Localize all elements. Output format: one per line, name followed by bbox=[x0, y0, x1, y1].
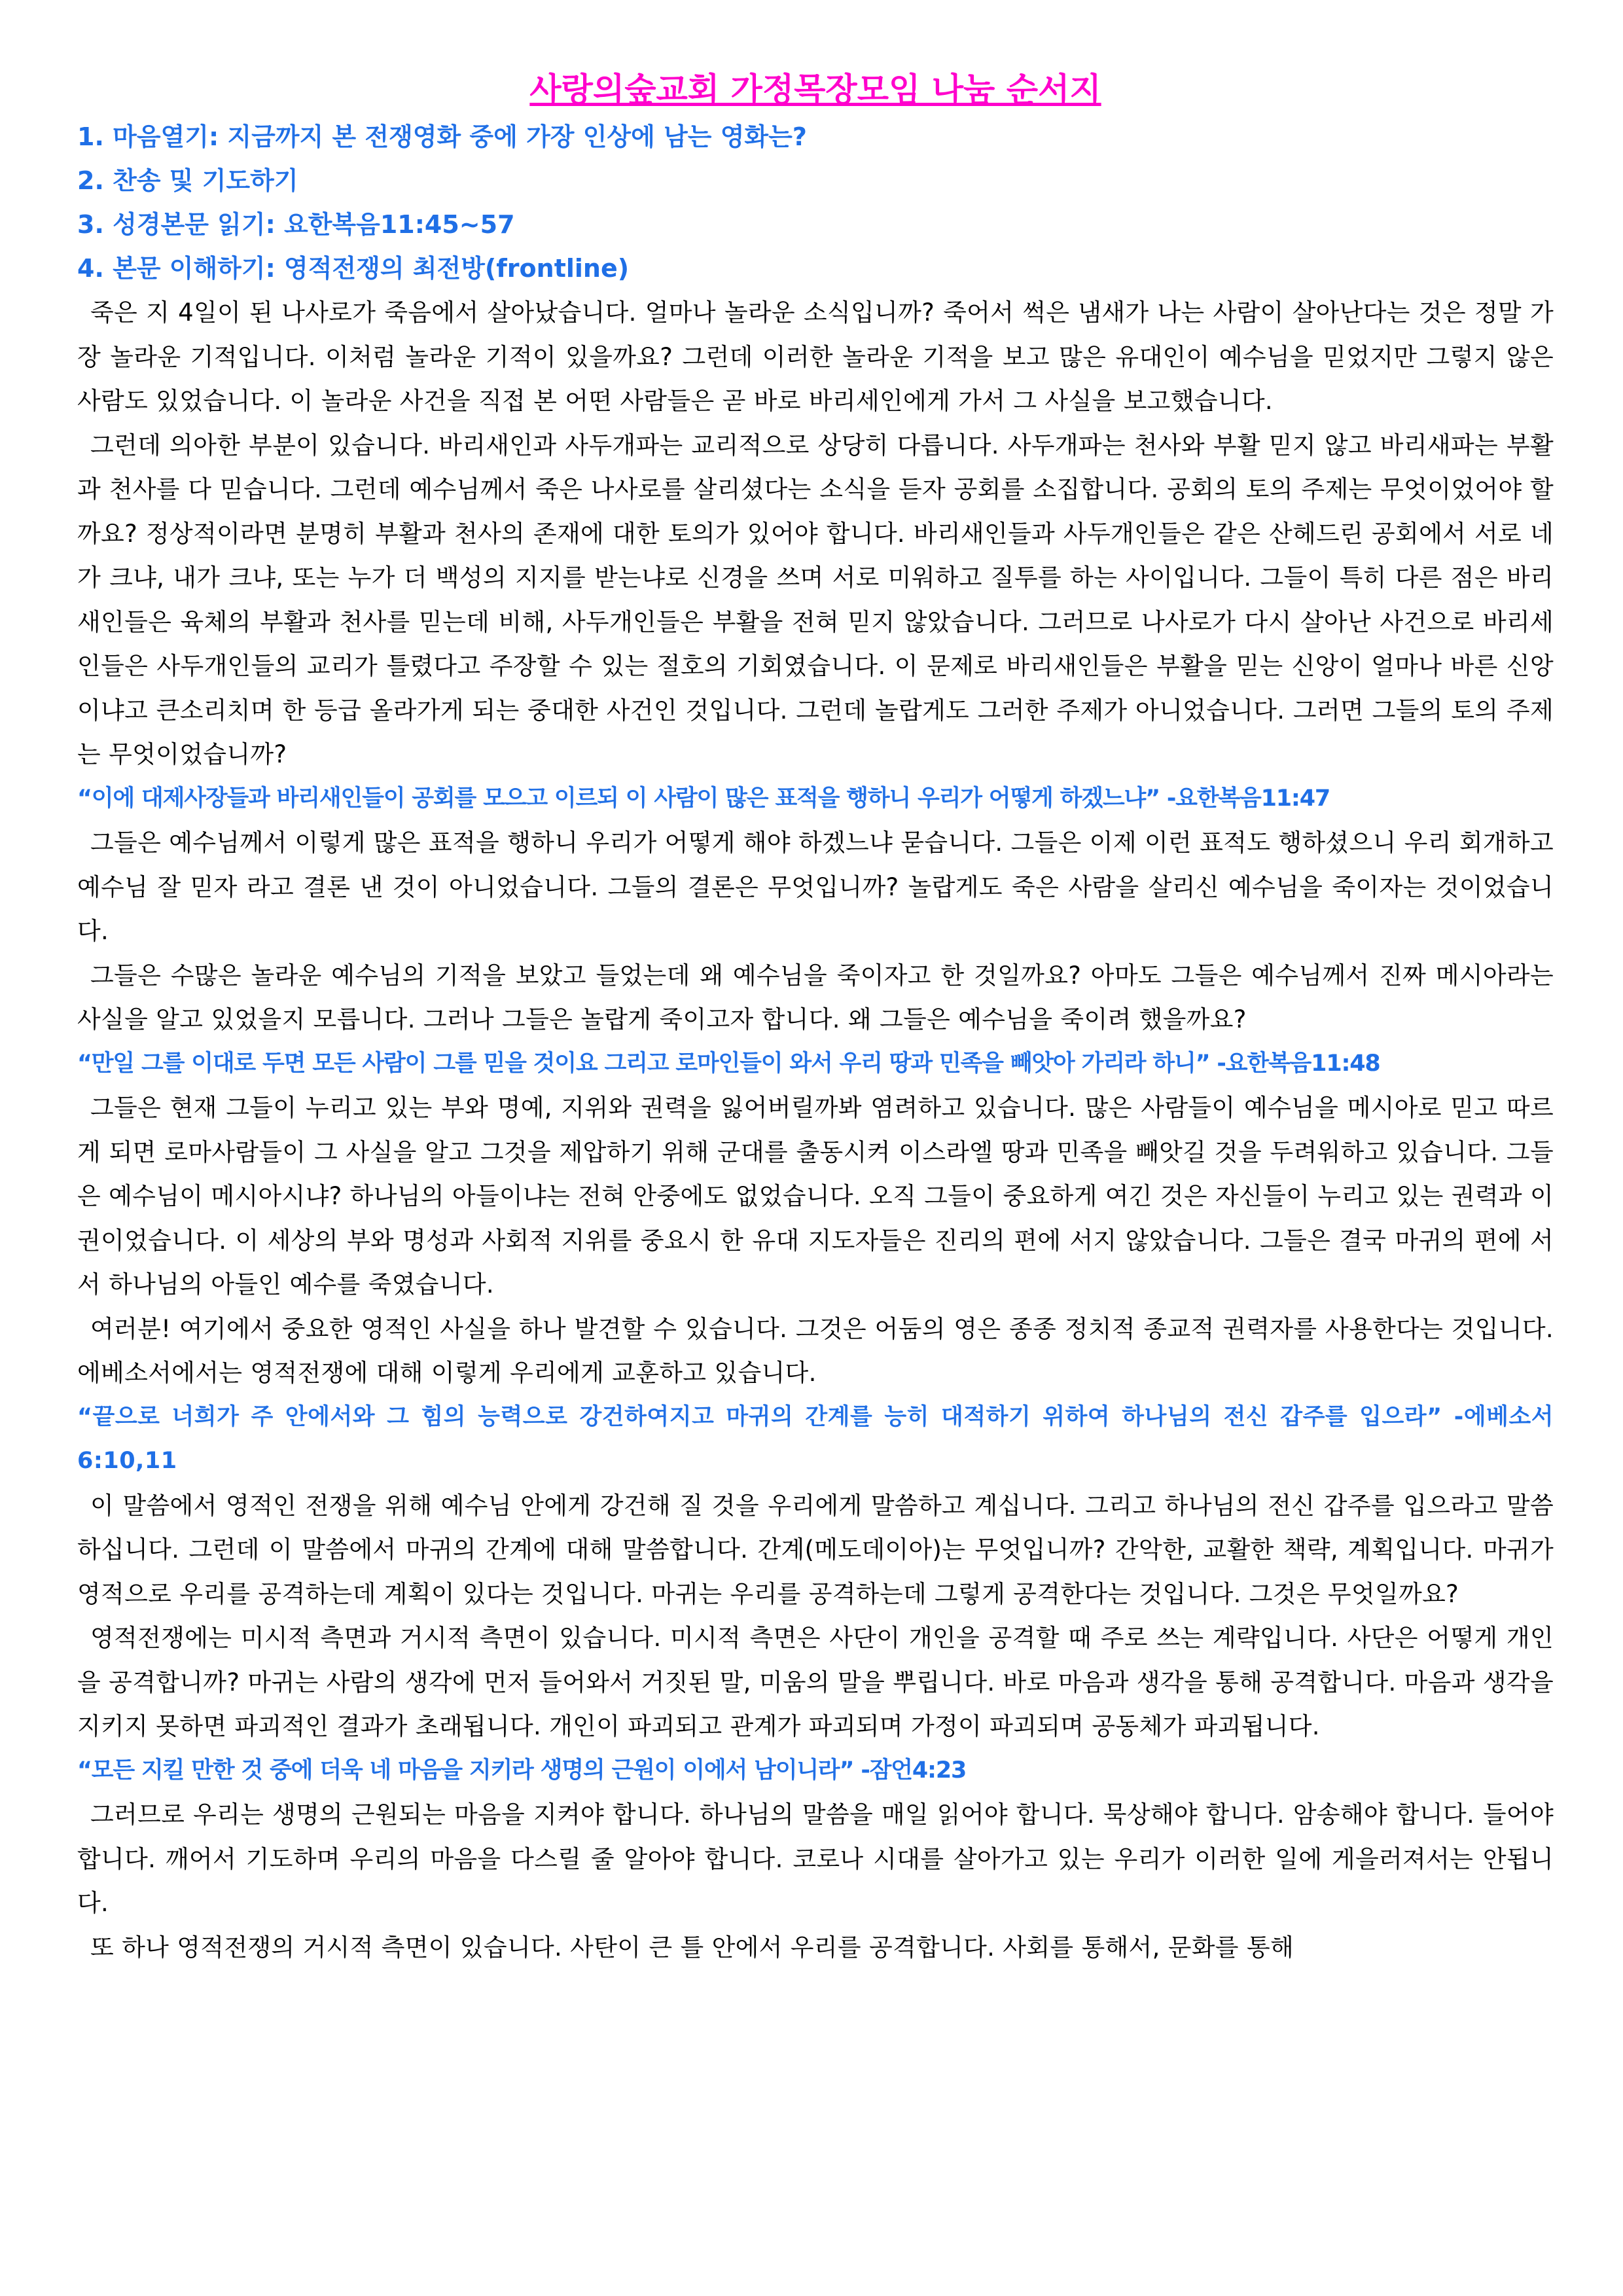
agenda-item-open-heart: 1. 마음열기: 지금까지 본 전쟁영화 중에 가장 인상에 남는 영화는? bbox=[77, 122, 807, 151]
body-paragraph: 이 말씀에서 영적인 전쟁을 위해 예수님 안에게 강건해 질 것을 우리에게 말씀하고 계십니다. 그리고 하나님의 전신 갑주를 입으라고 말씀하십니다. 그런데 이 말씀에서 마귀의 간계에 대해 말씀합니다. 간계(메도데이아)는 무엇입니까? 간악한, 교활한 책략, 계획입니다. 마귀가 영적으로 우리를 공격하는데 계획이 있다는 것입니다. 마귀는 우리를 공격하는데 그렇게 공격한다는 것입니다. 그것은 무엇일까요? bbox=[77, 1491, 1554, 1608]
scripture-quote: “만일 그를 이대로 두면 모든 사람이 그를 믿을 것이요 그리고 로마인들이 와서 우리 땅과 민족을 빼앗아 가리라 하니” -요한복음11:48 bbox=[77, 1050, 1380, 1077]
body-paragraph: 여러분! 여기에서 중요한 영적인 사실을 하나 발견할 수 있습니다. 그것은 어둠의 영은 종종 정치적 종교적 권력자를 사용한다는 것입니다. 에베소서에서는 영적전쟁에 대해 이렇게 우리에게 교훈하고 있습니다. bbox=[77, 1314, 1554, 1387]
scripture-quote: “이에 대제사장들과 바리새인들이 공회를 모으고 이르되 이 사람이 많은 표적을 행하니 우리가 어떻게 하겠느냐” -요한복음11:47 bbox=[77, 785, 1330, 812]
body-paragraph: 그들은 예수님께서 이렇게 많은 표적을 행하니 우리가 어떻게 해야 하겠느냐 묻습니다. 그들은 이제 이런 표적도 행하셨으니 우리 회개하고 예수님 잘 믿자 라고 결론 낸 것이 아니었습니다. 그들의 결론은 무엇입니까? 놀랍게도 죽은 사람을 살리신 예수님을 죽이자는 것이었습니다. bbox=[77, 829, 1554, 945]
body-paragraph: 그들은 현재 그들이 누리고 있는 부와 명예, 지위와 권력을 잃어버릴까봐 염려하고 있습니다. 많은 사람들이 예수님을 메시아로 믿고 따르게 되면 로마사람들이 그 사실을 알고 그것을 제압하기 위해 군대를 출동시켜 이스라엘 땅과 민족을 빼앗길 것을 두려워하고 있습니다. 그들은 예수님이 메시아시냐? 하나님의 아들이냐는 전혀 안중에도 없었습니다. 오직 그들이 중요하게 여긴 것은 자신들이 누리고 있는 권력과 이권이었습니다. 이 세상의 부와 명성과 사회적 지위를 중요시 한 유대 지도자들은 진리의 편에 서지 않았습니다. 그들은 결국 마귀의 편에 서서 하나님의 아들인 예수를 죽였습니다. bbox=[77, 1094, 1554, 1299]
body-paragraph: 또 하나 영적전쟁의 거시적 측면이 있습니다. 사탄이 큰 틀 안에서 우리를 공격합니다. 사회를 통해서, 문화를 통해 bbox=[90, 1933, 1294, 1962]
body-paragraph: 죽은 지 4일이 된 나사로가 죽음에서 살아났습니다. 얼마나 놀라운 소식입니까? 죽어서 썩은 냄새가 나는 사람이 살아난다는 것은 정말 가장 놀라운 기적입니다. 이처럼 놀라운 기적이 있을까요? 그런데 이러한 놀라운 기적을 보고 많은 유대인이 예수님을 믿었지만 그렇지 않은 사람도 있었습니다. 이 놀라운 사건을 직접 본 어떤 사람들은 곧 바로 바리세인에게 가서 그 사실을 보고했습니다. bbox=[77, 298, 1554, 415]
document-page bbox=[77, 65, 1554, 2278]
agenda-item-scripture-reading: 3. 성경본문 읽기: 요한복음11:45~57 bbox=[77, 210, 515, 239]
agenda-item-praise-prayer: 2. 찬송 및 기도하기 bbox=[77, 166, 298, 195]
body-paragraph: 영적전쟁에는 미시적 측면과 거시적 측면이 있습니다. 미시적 측면은 사단이 개인을 공격할 때 주로 쓰는 계략입니다. 사단은 어떻게 개인을 공격합니까? 마귀는 사람의 생각에 먼저 들어와서 거짓된 말, 미움의 말을 뿌립니다. 바로 마음과 생각을 통해 공격합니다. 마음과 생각을 지키지 못하면 파괴적인 결과가 초래됩니다. 개인이 파괴되고 관계가 파괴되며 가정이 파괴되며 공동체가 파괴됩니다. bbox=[77, 1624, 1554, 1740]
body-paragraph: 그런데 의아한 부분이 있습니다. 바리새인과 사두개파는 교리적으로 상당히 다릅니다. 사두개파는 천사와 부활 믿지 않고 바리새파는 부활과 천사를 다 믿습니다. 그런데 예수님께서 죽은 나사로를 살리셨다는 소식을 듣자 공회를 소집합니다. 공회의 토의 주제는 무엇이었어야 할까요? 정상적이라면 분명히 부활과 천사의 존재에 대한 토의가 있어야 합니다. 바리새인들과 사두개인들은 같은 산헤드린 공회에서 서로 네가 크냐, 내가 크냐, 또는 누가 더 백성의 지지를 받는냐로 신경을 쓰며 서로 미워하고 질투를 하는 사이입니다. 그들이 특히 다른 점은 바리새인들은 육체의 부활과 천사를 믿는데 비해, 사두개인들은 부활을 전혀 믿지 않았습니다. 그러므로 나사로가 다시 살아난 사건으로 바리세인들은 사두개인들의 교리가 틀렸다고 주장할 수 있는 절호의 기회였습니다. 이 문제로 바리새인들은 부활을 믿는 신앙이 얼마나 바른 신앙이냐고 큰소리치며 한 등급 올라가게 되는 중대한 사건인 것입니다. 그런데 놀랍게도 그러한 주제가 아니었습니다. 그러면 그들의 토의 주제는 무엇이었습니까? bbox=[77, 431, 1554, 768]
document-title: 사랑의숲교회 가정목장모임 나눔 순서지 bbox=[529, 71, 1101, 109]
agenda-item-understanding: 4. 본문 이해하기: 영적전쟁의 최전방(frontline) bbox=[77, 254, 630, 283]
scripture-quote: “끝으로 너희가 주 안에서와 그 힘의 능력으로 강건하여지고 마귀의 간계를 능히 대적하기 위하여 하나님의 전신 갑주를 입으라” -에베소서6:10,11 bbox=[77, 1403, 1554, 1474]
body-paragraph: 그러므로 우리는 생명의 근원되는 마음을 지켜야 합니다. 하나님의 말씀을 매일 읽어야 합니다. 묵상해야 합니다. 암송해야 합니다. 들어야 합니다. 깨어서 기도하며 우리의 마음을 다스릴 줄 알아야 합니다. 코로나 시대를 살아가고 있는 우리가 이러한 일에 게을러져서는 안됩니다. bbox=[77, 1801, 1554, 1917]
scripture-quote: “모든 지킬 만한 것 중에 더욱 네 마음을 지키라 생명의 근원이 이에서 남이니라” -잠언4:23 bbox=[77, 1757, 967, 1784]
body-paragraph: 그들은 수많은 놀라운 예수님의 기적을 보았고 들었는데 왜 예수님을 죽이자고 한 것일까요? 아마도 그들은 예수님께서 진짜 메시아라는 사실을 알고 있었을지 모릅니다. 그러나 그들은 놀랍게 죽이고자 합니다. 왜 그들은 예수님을 죽이려 했을까요? bbox=[77, 961, 1554, 1033]
